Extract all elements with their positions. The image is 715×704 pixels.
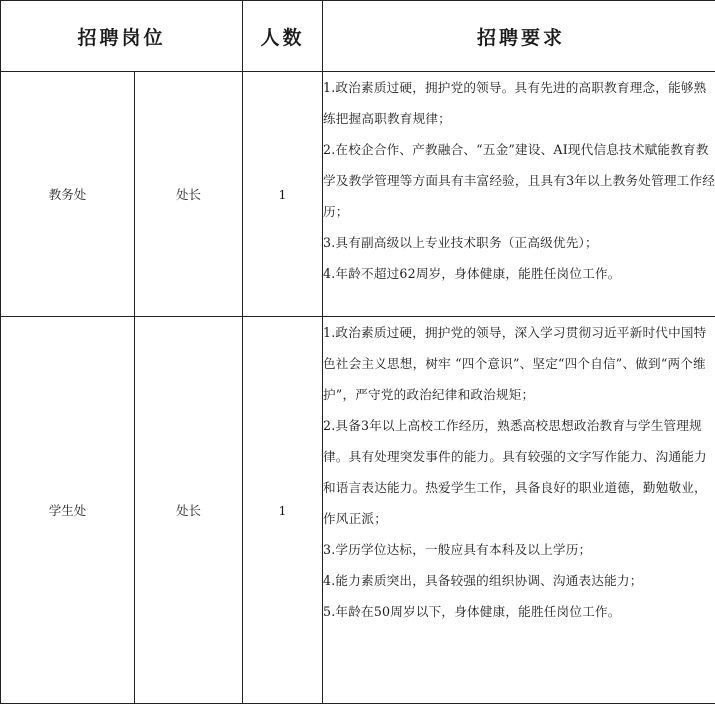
count-cell: 1 — [243, 317, 323, 704]
count-cell: 1 — [243, 72, 323, 317]
title-cell: 处长 — [135, 317, 243, 704]
title-cell: 处长 — [135, 72, 243, 317]
requirement-item: 5.年龄在50周岁以下，身体健康，能胜任岗位工作。 — [323, 596, 715, 627]
requirement-item: 4.能力素质突出，具备较强的组织协调、沟通表达能力； — [323, 565, 715, 596]
department-cell: 教务处 — [1, 72, 135, 317]
requirement-item: 3.具有副高级以上专业技术职务（正高级优先）； — [323, 227, 715, 258]
header-row — [1, 1, 715, 72]
requirement-item: 3.学历学位达标，一般应具有本科及以上学历； — [323, 534, 715, 565]
requirements-cell — [323, 317, 715, 704]
requirement-item: 4.年龄不超过62周岁，身体健康，能胜任岗位工作。 — [323, 258, 715, 289]
requirement-item: 2.在校企合作、产教融合、“五金”建设、AI现代信息技术赋能教育教学及教学管理等方面具有丰富经验，且具有3年以上教务处管理工作经历； — [323, 134, 715, 227]
department-cell: 学生处 — [1, 317, 135, 704]
header-count: 人数 — [243, 1, 323, 72]
requirement-item: 2.具备3年以上高校工作经历，熟悉高校思想政治教育与学生管理规律。具有处理突发事件的能力。具有较强的文字写作能力、沟通能力和语言表达能力。热爱学生工作，具备良好的职业道德，勤勉敬业，作风正派； — [323, 410, 715, 534]
header-requirements: 招聘要求 — [323, 1, 715, 72]
table-row — [1, 317, 715, 704]
requirement-item: 1.政治素质过硬，拥护党的领导，深入学习贯彻习近平新时代中国特色社会主义思想，树牢 “四个意识”、坚定“四个自信”、做到“两个维护”，严守党的政治纪律和政治规矩； — [323, 317, 715, 410]
table-row — [1, 72, 715, 317]
requirements-cell — [323, 72, 715, 317]
requirement-item: 1.政治素质过硬，拥护党的领导。具有先进的高职教育理念，能够熟练把握高职教育规律； — [323, 72, 715, 134]
header-position: 招聘岗位 — [1, 1, 243, 72]
